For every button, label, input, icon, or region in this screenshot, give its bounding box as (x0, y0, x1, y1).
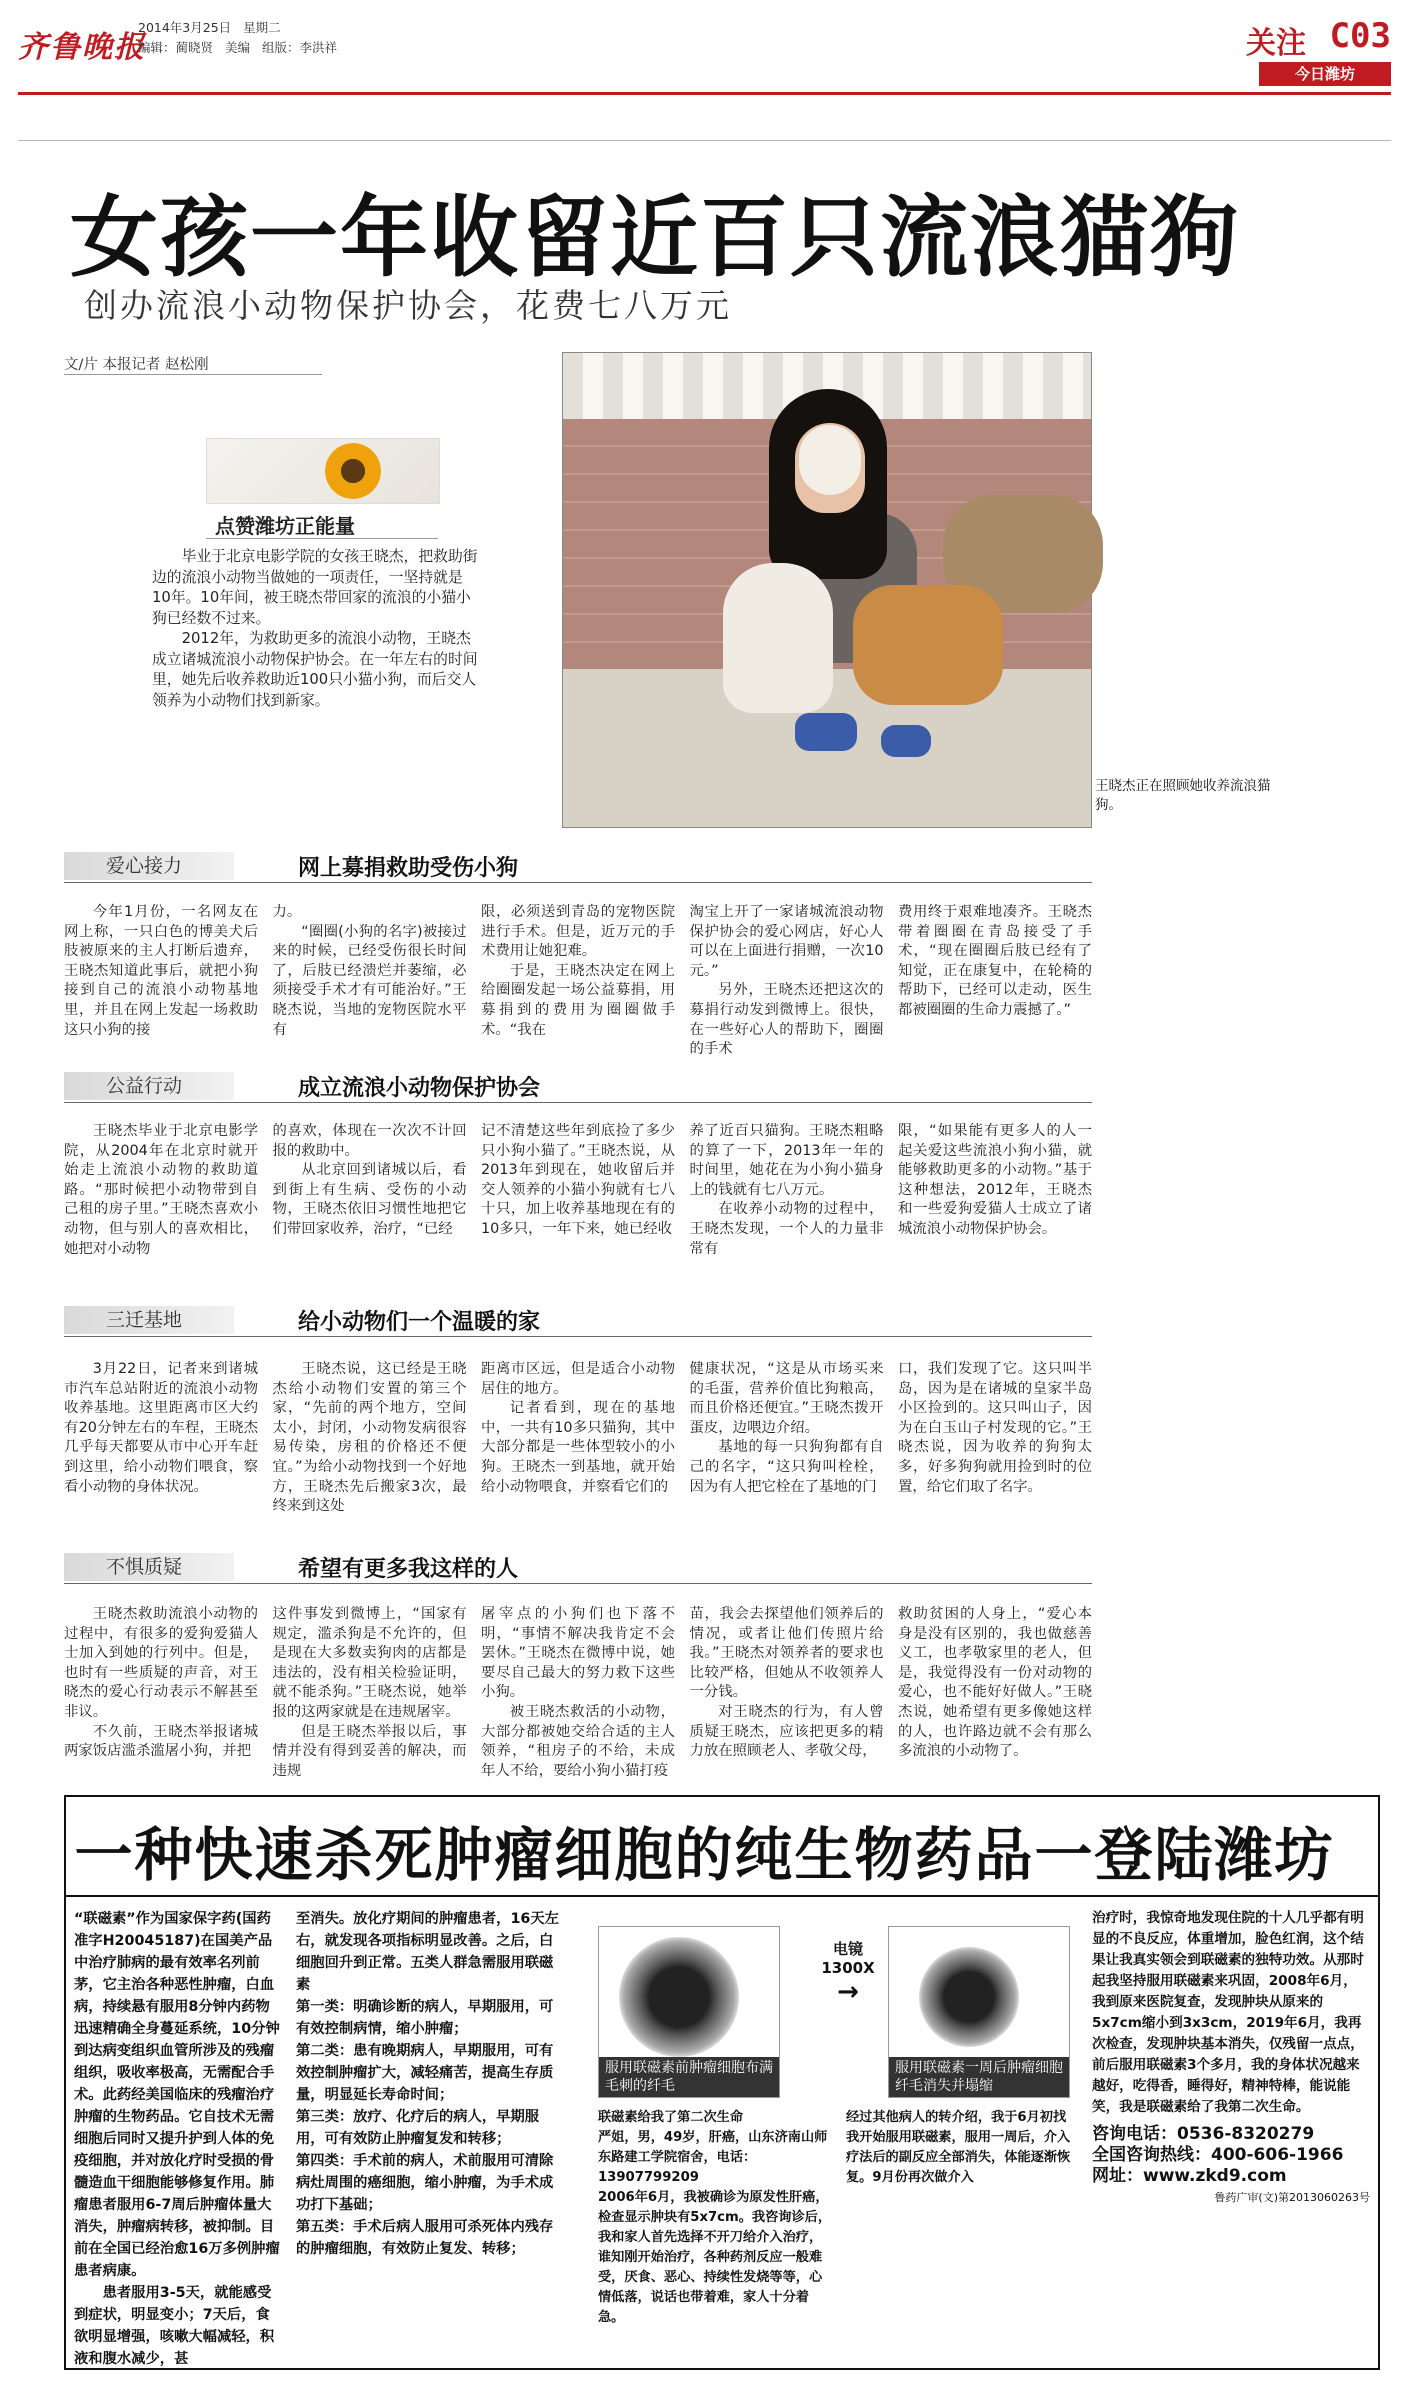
section-body (64, 1605, 1092, 1781)
text-column (898, 1360, 1092, 1517)
text-column (898, 903, 1092, 1060)
section-body (64, 1122, 1092, 1259)
article-byline: 文/片 本报记者 赵松刚 (64, 357, 209, 373)
paragraph: 另外，王晓杰还把这次的募捐行动发到微博上。很快，在一些好心人的帮助下，圈圈的手术 (689, 982, 884, 1058)
sunflower-icon (325, 443, 381, 499)
paragraph: 对王晓杰的行为，有人曾质疑王晓杰，应该把更多的精力放在照顾老人、孝敬父母， (689, 1703, 884, 1760)
text-column (481, 1360, 675, 1517)
paragraph: 王晓杰救助流浪小动物的过程中，有很多的爱狗爱猫人士加入到她的行列中。但是，也时有一些质疑的声音，对王晓杰的爱心行动表示不解甚至非议。 (64, 1606, 258, 1720)
divider (64, 1336, 1092, 1337)
text-column (273, 1122, 467, 1259)
section-label: 爱心接力 (64, 852, 234, 880)
paragraph: 被王晓杰救活的小动物，大部分都被她交给合适的主人领养，“租房子的不给，未成年人不给，要给小狗小猫打疫 (481, 1703, 675, 1779)
ad-paragraph: 第一类：明确诊断的病人，早期服用，可有效控制病情，缩小肿瘤； (296, 1999, 554, 2037)
page-number: C03 (1329, 16, 1391, 56)
article-intro (152, 547, 480, 711)
testimonial-title: 联磁素给我了第二次生命 (598, 2110, 744, 2125)
section-header (64, 852, 1092, 880)
article-photo (562, 352, 1271, 828)
ad-paragraph: 第五类：手术后病人服用可杀死体内残存的肿瘤细胞，有效防止复发、转移； (296, 2219, 554, 2257)
divider (64, 882, 1092, 883)
paragraph: 健康状况，“这是从市场买来的毛蛋，营养价值比狗粮高，而且价格还便宜。”王晓杰拨开蛋皮，边喂边介绍。 (689, 1361, 884, 1436)
intro-paragraph: 毕业于北京电影学院的女孩王晓杰，把救助街边的流浪小动物当做她的一项责任，一坚持就是10年。10年间，被王晓杰带回家的流浪的小猫小狗已经数不过来。 (152, 548, 478, 627)
ad-paragraph: 治疗时，我惊奇地发现住院的十人几乎都有明显的不良反应，体重增加，脸色红润，这个结果让我真实领会到联磁素的独特功效。从那时起我坚持服用联磁素来巩固，2008年6月，我到原来医院复查，发现肿块从原来的5x7cm缩小到3x3cm，2019年6月，我再次检查，发现肿块基本消失，仅残留一点点，前后服用联磁素3个多月，我的身体状况越来越好，吃得香，睡得好，精神特棒，能说能笑，我是联磁素给了我第二次生命。 (1092, 1910, 1364, 2115)
text-column (64, 903, 258, 1060)
section-title: 希望有更多我这样的人 (298, 1557, 519, 1582)
paragraph: 力。 (272, 904, 302, 920)
ad-paragraph: 严姐，男，49岁，肝癌，山东济南山师东路建工学院宿舍，电话：13907799209 (598, 2130, 828, 2185)
text-column (898, 1605, 1092, 1781)
article-headline: 女孩一年收留近百只流浪猫狗 (70, 186, 1241, 289)
ad-column (74, 1908, 284, 2370)
ad-paragraph: 第四类：手术前的病人，术前服用可清除病灶周围的癌细胞，缩小肿瘤，为手术成功打下基础； (296, 2153, 554, 2213)
paragraph: 苗，我会去探望他们领养后的情况，或者让他们传照片给我。”王晓杰对领养者的要求也比较严格，但她从不收领养人一分钱。 (689, 1606, 884, 1701)
ad-paragraph: “联磁素”作为国家保字药(国药准字H20045187)在国美产品中治疗肺病的最有效率名列前茅，它主治各种恶性肿瘤，白血病，持续悬有服用8分钟内药物迅速精确全身蔓延系统，10分钟到达病变组织血管所涉及的残瘤组织，吸收率极高，无需配合手术。此药经美国临床的残瘤治疗肿瘤的生物药品。它自技术无需细胞后同时又提升护到人体的免疫细胞，并对放化疗时受损的骨髓造血干细胞能够修复作用。肺瘤患者服用6-7周后肿瘤体量大消失，肿瘤病转移，被抑制。目前在全国已经治愈16万多例肿瘤患者病康。 (74, 1911, 280, 2279)
paragraph: 不久前，王晓杰举报诸城两家饭店滥杀滥屠小狗，并把 (64, 1723, 258, 1760)
text-column (481, 1605, 675, 1781)
paragraph: 3月22日，记者来到诸城市汽车总站附近的流浪小动物收养基地。这里距离市区大约有20分钟左右的车程，王晓杰几乎每天都要从市中心开车赶到这里，给小动物们喂食，察看小动物的身体状况。 (64, 1361, 258, 1495)
layout-credit: 组版：李洪祥 (262, 40, 338, 55)
section-body (64, 903, 1092, 1060)
paragraph: 口，我们发现了它。这只叫半岛，因为是在诸城的皇家半岛小区捡到的。这只叫山子，因为在白玉山子村发现的它。”王晓杰说，因为收养的狗狗太多，好多狗狗就用捡到时的位置，给它们取了名字。 (898, 1361, 1092, 1495)
ad-column (296, 1908, 566, 2260)
paragraph: 屠宰点的小狗们也下落不明，“事情不解决我肯定不会罢休。”王晓杰在微博中说，她要尽自己最大的努力救下这些小狗。 (481, 1606, 675, 1701)
tumor-cell-icon (919, 1947, 1019, 2047)
text-column (690, 1360, 884, 1517)
image-label: 服用联磁素前肿瘤细胞布满毛刺的纤毛 (599, 2057, 779, 2097)
ad-paragraph: 2006年6月，我被确诊为原发性肝癌，检查显示肿块有5x7cm。我咨询诊后，我和家人首先选择不开刀给介入治疗，谁知刚开始治疗，各种药剂反应一般难受，厌食、恶心、持续性发烧等等，心情低落，说话也带着难，家人十分着急。 (598, 2190, 832, 2325)
section-header (64, 1553, 1092, 1581)
paragraph: 记不清楚这些年到底捡了多少只小狗小猫了。”王晓杰说，从2013年到现在，她收留后并交人领养的小猫小狗就有七八十只，加上收养基地现在有的10多只，一年下来，她已经收 (481, 1123, 675, 1237)
paragraph: 的喜欢，体现在一次次不计回报的救助中。 (272, 1123, 467, 1159)
cell-image-before (598, 1926, 780, 2098)
text-column (273, 1360, 467, 1517)
ad-column (846, 2108, 1076, 2188)
paragraph: 在收养小动物的过程中，王晓杰发现，一个人的力量非常有 (689, 1201, 884, 1257)
text-column (690, 903, 884, 1060)
text-column (64, 1122, 258, 1259)
text-column (481, 903, 675, 1060)
paragraph: 于是，王晓杰决定在网上给圈圈发起一场公益募捐，用募捐到的费用为圈圈做手术。“我在 (481, 962, 675, 1038)
photo-white-dog (723, 563, 833, 713)
ad-paragraph: 至消失。放化疗期间的肿瘤患者，16天左右，就发现各项指标明显改善。之后，白细胞回升到正常。五类人群急需服用联磁素 (296, 1911, 559, 1993)
ad-column (1092, 1908, 1370, 2208)
text-column (64, 1360, 258, 1517)
paragraph: 养了近百只猫狗。王晓杰粗略的算了一下，2013年一年的时间里，她花在为小狗小猫身上的钱就有七八万元。 (689, 1123, 884, 1198)
art-credit: 美编 (225, 40, 251, 55)
section-header (64, 1306, 1092, 1334)
image-label: 服用联磁素一周后肿瘤细胞纤毛消失并塌缩 (889, 2057, 1069, 2097)
paragraph: 费用终于艰难地凑齐。王晓杰带着圈圈在青岛接受了手术，“现在圈圈后肢已经有了知觉，正在康复中，在轮椅的帮助下，已经可以走动，医生都被圈圈的生命力震撼了。” (898, 904, 1092, 1018)
ad-paragraph: 第三类：放疗、化疗后的病人，早期服用，可有效防止肿瘤复发和转移； (296, 2109, 540, 2147)
paragraph: 今年1月份，一名网友在网上称，一只白色的博美犬后肢被原来的主人打断后遗弃，王晓杰知道此事后，就把小狗接到自己的流浪小动物基地里，并且在网上发起一场救助这只小狗的接 (64, 904, 258, 1038)
microscope-label (818, 1938, 878, 2007)
text-column (64, 1605, 258, 1781)
paragraph: 距离市区远，但是适合小动物居住的地方。 (481, 1361, 675, 1397)
paragraph: 限，“如果能有更多人的人一起关爱这些流浪小狗小猫，就能够救助更多的小动物。”基于这种想法，2012年，王晓杰和一些爱狗爱猫人士成立了诸城流浪小动物保护协会。 (898, 1123, 1092, 1237)
approval-number: 鲁药广审(文)第2013060263号 (1214, 2191, 1370, 2204)
intro-paragraph: 2012年，为救助更多的流浪小动物，王晓杰成立诸城流浪小动物保护协会。在一年左右的时间里，她先后收养救助近100只小猫小狗，而后交人领养为小动物们找到新家。 (152, 630, 478, 709)
website-link[interactable]: 网址：www.zkd9.com (1092, 2166, 1287, 2186)
paragraph: 救助贫困的人身上，“爱心本身是没有区别的，我也做慈善义工，也孝敬家里的老人，但是，我觉得没有一份对动物的爱心，也不能好好做人。”王晓杰说，她希望有更多像她这样的人，也许路边就不会有那么多流浪的小动物了。 (898, 1606, 1092, 1760)
hotline: 全国咨询热线：400-606-1966 (1092, 2145, 1344, 2165)
photo-caption: 王晓杰正在照顾她收养流浪猫狗。 (1093, 777, 1292, 815)
text-column (690, 1122, 884, 1259)
article-subhead: 创办流浪小动物保护协会，花费七八万元 (84, 286, 732, 325)
divider (64, 1895, 1380, 1897)
section-label: 公益行动 (64, 1072, 234, 1100)
section-label: 三迁基地 (64, 1306, 234, 1334)
paragraph: 从北京回到诸城以后，看到街上有生病、受伤的小动物，王晓杰依旧习惯性地把它们带回家收养，治疗，“已经 (272, 1162, 467, 1237)
microscope-zoom: 1300X (821, 1959, 875, 1977)
paragraph: 淘宝上开了一家诸城流浪动物保护协会的爱心网店，好心人可以在上面进行捐赠，一次10元。” (689, 904, 884, 979)
paragraph: 限，必须送到青岛的宠物医院进行手术。但是，近万元的手术费用让她犯难。 (481, 904, 675, 960)
section-title: 给小动物们一个温暖的家 (298, 1310, 541, 1335)
text-column (273, 1605, 467, 1781)
issue-weekday: 星期二 (243, 20, 281, 35)
divider (206, 538, 438, 539)
text-column (690, 1605, 884, 1781)
arrow-right-icon: → (837, 1977, 859, 2007)
paragraph: 这件事发到微博上，“国家有规定，滥杀狗是不允许的，但是现在大多数卖狗肉的店都是违法的，没有相关检验证明，就不能杀狗。”王晓杰说，她举报的这两家就是在违规屠宰。 (272, 1606, 467, 1720)
sunflower-banner (206, 438, 440, 504)
photo-brown-dog (853, 585, 1003, 705)
section-title: 网上募捐救助受伤小狗 (298, 856, 519, 881)
ad-column (598, 2108, 832, 2328)
microscope-label-text: 电镜 (832, 1940, 863, 1958)
contact-phone: 咨询电话：0536-8320279 (1092, 2124, 1315, 2144)
paragraph: 王晓杰说，这已经是王晓杰给小动物们安置的第三个家，“先前的两个地方，空间太小，封闭，小动物发病很容易传染，房租的价格还不便宜。”为给小动物找到一个好地方，王晓杰先后搬家3次，最终来到这处 (272, 1361, 467, 1515)
divider (64, 1583, 1092, 1584)
masthead-info (138, 18, 349, 58)
paragraph: “圈圈(小狗的名字)被接过来的时候，已经受伤很长时间了，后肢已经溃烂并萎缩，必须接受手术才有可能治好。”王晓杰说，当地的宠物医院水平有 (272, 923, 467, 1038)
editor-credit: 编辑：蔺晓贤 (138, 40, 214, 55)
photo-sneaker (795, 713, 857, 751)
paragraph: 记者看到，现在的基地中，一共有10多只猫狗，其中大部分都是一些体型较小的小狗。王晓杰一到基地，就开始给小动物喂食，并察看它们的 (481, 1400, 675, 1495)
masthead-rule (18, 92, 1391, 95)
paragraph: 王晓杰毕业于北京电影学院，从2004年在北京时就开始走上流浪小动物的救助道路。“那时候把小动物带到自己租的房子里。”王晓杰喜欢小动物，但与别人的喜欢相比，她把对小动物 (64, 1123, 258, 1257)
text-column (898, 1122, 1092, 1259)
paragraph: 基地的每一只狗狗都有自己的名字，“这只狗叫栓栓，因为有人把它栓在了基地的门 (689, 1439, 884, 1495)
ad-paragraph: 经过其他病人的转介绍，我于6月初找我开始服用联磁素，服用一周后，介入疗法后的副反应全部消失，体能逐渐恢复。9月份再次做介入 (846, 2110, 1071, 2185)
ad-paragraph: 患者服用3-5天，就能感受到症状，明显变小；7天后，食欲明显增强，咳嗽大幅减轻，积液和腹水减少，甚 (74, 2285, 275, 2367)
paragraph: 但是王晓杰举报以后，事情并没有得到妥善的解决，而违规 (272, 1723, 467, 1779)
cell-image-after (888, 1926, 1070, 2098)
newspaper-logo: 齐鲁晚报 (18, 30, 146, 65)
section-label: 不惧质疑 (64, 1553, 234, 1581)
ad-headline: 一种快速杀死肿瘤细胞的纯生物药品一登陆潍坊 (74, 1821, 1335, 1889)
section-title: 成立流浪小动物保护协会 (298, 1076, 541, 1101)
divider (64, 1102, 1092, 1103)
ad-paragraph: 第二类：患有晚期病人，早期服用，可有效控制肿瘤扩大，减轻痛苦，提高生存质量，明显延长寿命时间； (296, 2043, 554, 2103)
photo-white-puppy (799, 425, 861, 495)
feature-box-title: 点赞潍坊正能量 (215, 514, 355, 538)
section-name: 关注 (1246, 26, 1306, 61)
section-header (64, 1072, 1092, 1100)
divider (64, 374, 322, 375)
tumor-cell-icon (619, 1937, 739, 2057)
text-column (273, 903, 467, 1060)
photo-sneaker (881, 725, 931, 757)
sub-section-badge: 今日潍坊 (1259, 62, 1391, 86)
issue-date: 2014年3月25日 (138, 20, 232, 35)
text-column (481, 1122, 675, 1259)
divider (18, 140, 1391, 141)
section-body (64, 1360, 1092, 1517)
